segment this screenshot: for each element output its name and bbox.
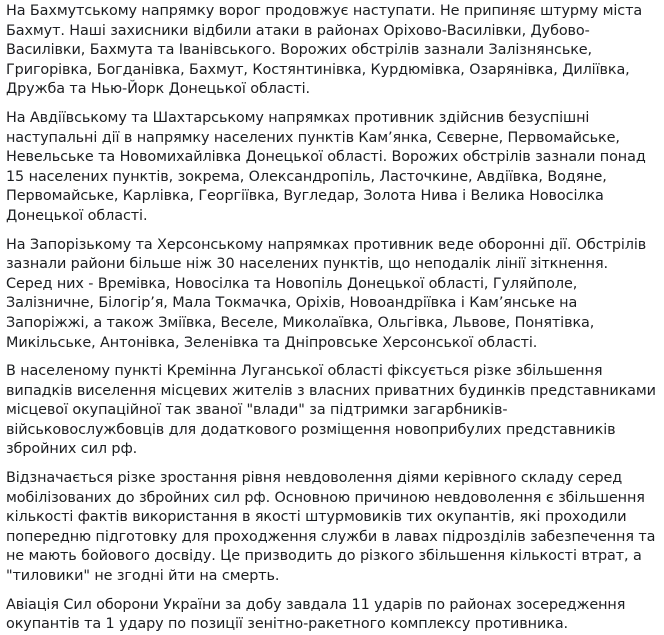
paragraph-zaporizhzhia-kherson: На Запорізькому та Херсонському напрямках противник веде оборонні дії. Обстрілів зазнали райони більше ніж 30 населених пунктів, що неподалік лінії зіткнення. Серед них - Времівка, Новосілка та Новопіль Донецької області, Гуляйполе, Залізничне, Білогір’я, Мала Токмачка, Оріхів, Новоандріївка і Кам’янське на Запоріжжі, а також Зміївка, Веселе, Миколаївка, Ольгівка, Львове, Понятівка, Микільське, Антонівка, Зеленівка та Дніпровське Херсонської області. (6, 236, 647, 351)
paragraph-avdiivka: На Авдіївському та Шахтарському напрямках противник здійснив безуспішні наступальні дії в напрямку населених пунктів Кам’янка, Сєверне, Первомайське, Невельське та Новомихайлівка Донецької області. Ворожих обстрілів зазнали понад 15 населених пунктів, зокрема, Олександропіль, Ласточкине, Авдіївка, Водяне, Первомайське, Карлівка, Георгіївка, Вугледар, Золота Нива і Велика Новосілка Донецької області. (6, 109, 646, 224)
paragraph-aviation: Авіація Сил оборони України за добу завдала 11 ударів по районах зосередження окупантів та 1 удару по позиції зенітно-ракетного комплексу противника. (6, 596, 626, 633)
paragraph-bakhmut: На Бахмутському напрямку ворог продовжує наступати. Не припиняє штурму міста Бахмут. Наші захисники відбили атаки в районах Оріхово-Василівки, Дубово-Василівки, Бахмута та Іванівського. Ворожих обстрілів зазнали Залізнянське, Григорівка, Богданівка, Бахмут, Костянтинівка, Курдюмівка, Озарянівка, Диліївка, Дружба та Нью-Йорк Донецької області. (6, 3, 643, 98)
paragraph-kreminna: В населеному пункті Кремінна Луганської області фіксується різке збільшення випадків виселення місцевих жителів з власних приватних будинків представниками місцевої окупаційної так званої "влади" за підтримки загарбників-військовослужбовців для додаткового розміщення новоприбулих представників збройних сил рф. (6, 363, 656, 458)
paragraph-mobilized-discontent: Відзначається різке зростання рівня невдоволення діями керівного складу серед мобілізованих до збройних сил рф. Основною причиною невдоволення є збільшення кількості фактів використання в якості штурмовиків тих окупантів, які проходили попередню підготовку для проходження служби в лавах підрозділів забезпечення та не мають бойового досвіду. Це призводить до різкого збільшення кількості втрат, а "тиловики" не згодні йти на смерть. (6, 470, 656, 585)
